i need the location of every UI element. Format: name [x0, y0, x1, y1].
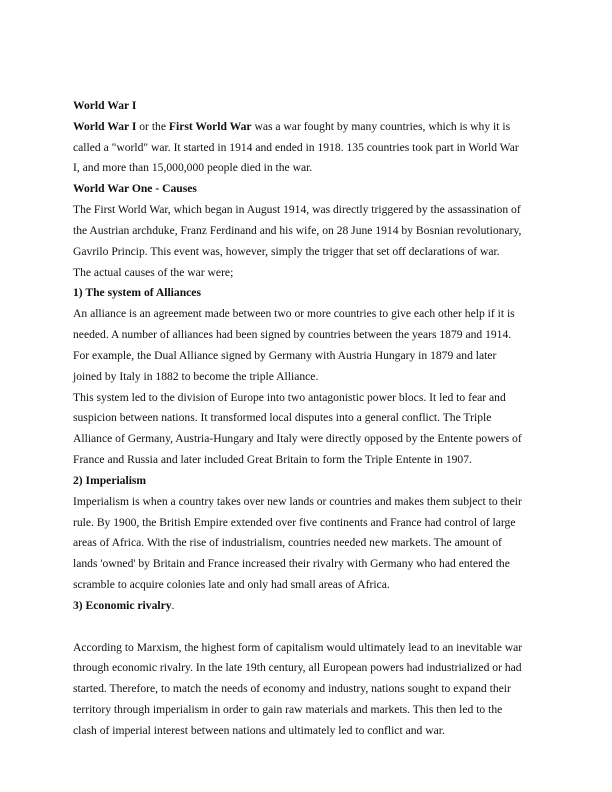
paragraph-line: the Austrian archduke, Franz Ferdinand and his wife, on 28 June 1914 by Bosnian revolutionary,: [73, 223, 522, 237]
paragraph-line: areas of Africa. With the rise of industrialism, countries needed new markets. The amount of: [73, 536, 502, 550]
paragraph-line: through economic rivalry. In the late 19th century, all European powers had industrialized or had: [73, 661, 522, 675]
paragraph-line: An alliance is an agreement made between two or more countries to give each other help if it is: [73, 307, 515, 321]
paragraph-line: France and Russia and later included Great Britain to form the Triple Entente in 1907.: [73, 453, 472, 467]
section-heading-causes: World War One - Causes: [73, 182, 197, 196]
paragraph-line: joined by Italy in 1882 to become the triple Alliance.: [73, 369, 319, 383]
paragraph-line: The actual causes of the war were;: [73, 265, 234, 279]
paragraph-line: This system led to the division of Europe into two antagonistic power blocs. It led to fear and: [73, 390, 506, 404]
heading-period: .: [171, 598, 175, 612]
paragraph-line: needed. A number of alliances had been signed by countries between the years 1879 and 1914.: [73, 328, 512, 342]
section-heading-economic: [73, 596, 522, 617]
paragraph-line: For example, the Dual Alliance signed by Germany with Austria Hungary in 1879 and later: [73, 348, 497, 362]
paragraph-line: The First World War, which began in August 1914, was directly triggered by the assassination of: [73, 203, 521, 217]
paragraph-line: started. Therefore, to match the needs of economy and industry, nations sought to expand their: [73, 682, 511, 696]
paragraph-line: According to Marxism, the highest form of capitalism would ultimately lead to an inevitable war: [73, 640, 523, 654]
paragraph-line: Alliance of Germany, Austria-Hungary and Italy were directly opposed by the Entente powers of: [73, 432, 522, 446]
blank-line: [73, 617, 522, 638]
section-heading-alliances: 1) The system of Alliances: [73, 286, 201, 300]
economic-heading-text: 3) Economic rivalry: [73, 598, 172, 612]
paragraph-line: clash of imperial interest between nations and ultimately led to conflict and war.: [73, 723, 445, 737]
paragraph-line: Imperialism is when a country takes over new lands or countries and makes them subject to their: [73, 494, 522, 508]
paragraph-line: territory through imperialism in order to gain raw materials and markets. This then led to the: [73, 703, 503, 717]
intro-line: I, and more than 15,000,000 people died in the war.: [73, 161, 313, 175]
paragraph-line: lands 'owned' by Britain and France increased their rivalry with Germany who had entered the: [73, 557, 510, 571]
paragraph-line: scramble to acquire colonies late and only had small areas of Africa.: [73, 578, 390, 592]
paragraph-line: rule. By 1900, the British Empire extended over five continents and France had control of large: [73, 515, 516, 529]
paragraph-line: suspicion between nations. It transformed local disputes into a general conflict. The Triple: [73, 411, 492, 425]
intro-bold-term: First World War: [168, 119, 252, 133]
intro-line: called a "world" war. It started in 1914 and ended in 1918. 135 countries took part in World War: [73, 140, 519, 154]
intro-bold-term: World War I: [73, 119, 137, 133]
document-page: [73, 96, 522, 742]
intro-line: [73, 117, 522, 138]
section-heading-imperialism: 2) Imperialism: [73, 473, 147, 487]
document-title: World War I: [73, 99, 137, 112]
intro-text: was a war fought by many countries, which is why it is: [251, 119, 511, 133]
paragraph-line: Gavrilo Princip. This event was, however, simply the trigger that set off declarations of war.: [73, 244, 500, 258]
intro-text: or the: [136, 119, 169, 133]
